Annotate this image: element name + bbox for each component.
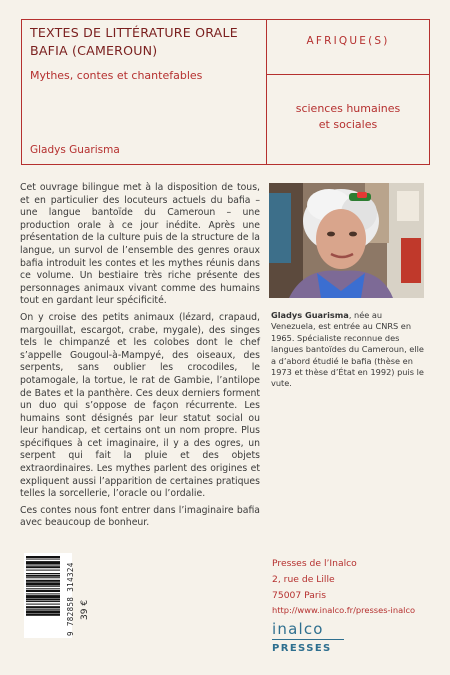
barcode-bar xyxy=(26,582,60,585)
barcode-bar xyxy=(26,565,60,566)
barcode-bar xyxy=(26,599,60,601)
series-divider xyxy=(267,74,429,75)
barcode-bar xyxy=(26,570,60,571)
barcode-bar xyxy=(26,610,60,613)
isbn-number: 9 782858 314324 xyxy=(66,562,75,636)
logo-divider xyxy=(272,639,344,640)
author-name: Gladys Guarisma xyxy=(30,144,120,156)
title-panel xyxy=(21,19,267,165)
barcode-bar xyxy=(26,575,60,577)
blurb-paragraph-2: On y croise des petits animaux (lézard, crapaud, margouillat, escargot, crabe, mygale), des singes tels le chimpanzé et les colobes dont le chef s’appelle Gougoul-à-Mampyé, des oiseaux, des serpents, sans oublier les crocodiles, le potamogale, la tortue, le rat de Gambie, l’antilope de Bates et la panthère. Ces deux derniers forment un duo qui s’oppose de façon récurrente. Les humains sont désignés par leur statut social ou leur handicap, et certains ont un nom propre. Plus spécifiques à cet imaginaire, il y a des ogres, un serpent qui fait la pluie et des objets extraordinaires. Les mythes parlent des origines et expliquent aussi l’apparition de certaines pratiques telles la sorcellerie, l’oracle ou l’ordalie. xyxy=(20,311,260,500)
barcode-bar xyxy=(26,614,60,616)
publisher-street: 2, rue de Lille xyxy=(272,574,335,585)
blurb-paragraph-1: Cet ouvrage bilingue met à la disposition de tous, et en particulier des locuteurs actuels du bafia – une langue bantoïde du Cameroun – une production orale à ce jour inédite. Après une présentation de la culture puis de la structure de la langue, un survol de l’ensemble des genres oraux bafia introduit les contes et les mythes réunis dans ce volume. Un bestiaire très riche présente des personnages animaux vivant comme des humains tout en gardant leur spécificité. xyxy=(20,182,260,307)
book-title-line-1: TEXTES DE LITTÉRATURE ORALE xyxy=(30,25,238,40)
barcode-bar xyxy=(26,566,60,568)
barcode-bar xyxy=(26,580,60,582)
barcode-bar xyxy=(26,556,60,558)
publisher-url-link[interactable]: http://www.inalco.fr/presses-inalco xyxy=(272,605,416,615)
author-bio xyxy=(271,310,425,390)
price-label: 39 € xyxy=(80,599,90,620)
series-subject-text: sciences humaines et sociales xyxy=(295,102,401,131)
barcode-bar xyxy=(26,590,60,592)
author-photo xyxy=(269,183,424,298)
barcode-bar xyxy=(26,573,60,574)
barcode-bar xyxy=(26,586,60,587)
back-cover-blurb xyxy=(20,182,260,534)
inalco-logo-text: inalco xyxy=(272,620,324,638)
isbn-barcode xyxy=(24,553,72,638)
blurb-paragraph-3: Ces contes nous font entrer dans l’imaginaire bafia avec beaucoup de bonheur. xyxy=(20,504,260,529)
author-portrait-image xyxy=(269,183,424,298)
barcode-bar xyxy=(26,601,60,602)
barcode-bar xyxy=(26,561,60,564)
barcode-bar xyxy=(26,604,60,605)
book-title-line-2: BAFIA (CAMEROUN) xyxy=(30,43,158,58)
barcode-bar xyxy=(26,609,60,610)
series-panel xyxy=(266,19,430,165)
presses-logo-text: PRESSES xyxy=(272,643,332,654)
publisher-city: 75007 Paris xyxy=(272,590,327,601)
barcode-bar xyxy=(26,593,60,594)
book-subtitle: Mythes, contes et chantefables xyxy=(30,69,203,82)
series-subject xyxy=(267,101,429,133)
series-name: AFRIQUE(S) xyxy=(306,35,390,47)
publisher-name: Presses de l’Inalco xyxy=(272,558,357,569)
barcode-bar xyxy=(26,606,60,608)
barcode-bar xyxy=(26,595,60,598)
barcode-bar xyxy=(26,577,60,578)
author-bio-name: Gladys Guarisma xyxy=(271,310,349,320)
barcode-bar xyxy=(26,559,60,560)
author-bio-text: , née au Venezuela, est entrée au CNRS en 1965. Spécialiste reconnue des langues bantoïdes du Cameroun, elle a d’abord étudié le bafia (thèse en 1973 et thèse d’État en 1992) puis le vute. xyxy=(271,310,424,389)
barcode-bar xyxy=(26,588,60,589)
